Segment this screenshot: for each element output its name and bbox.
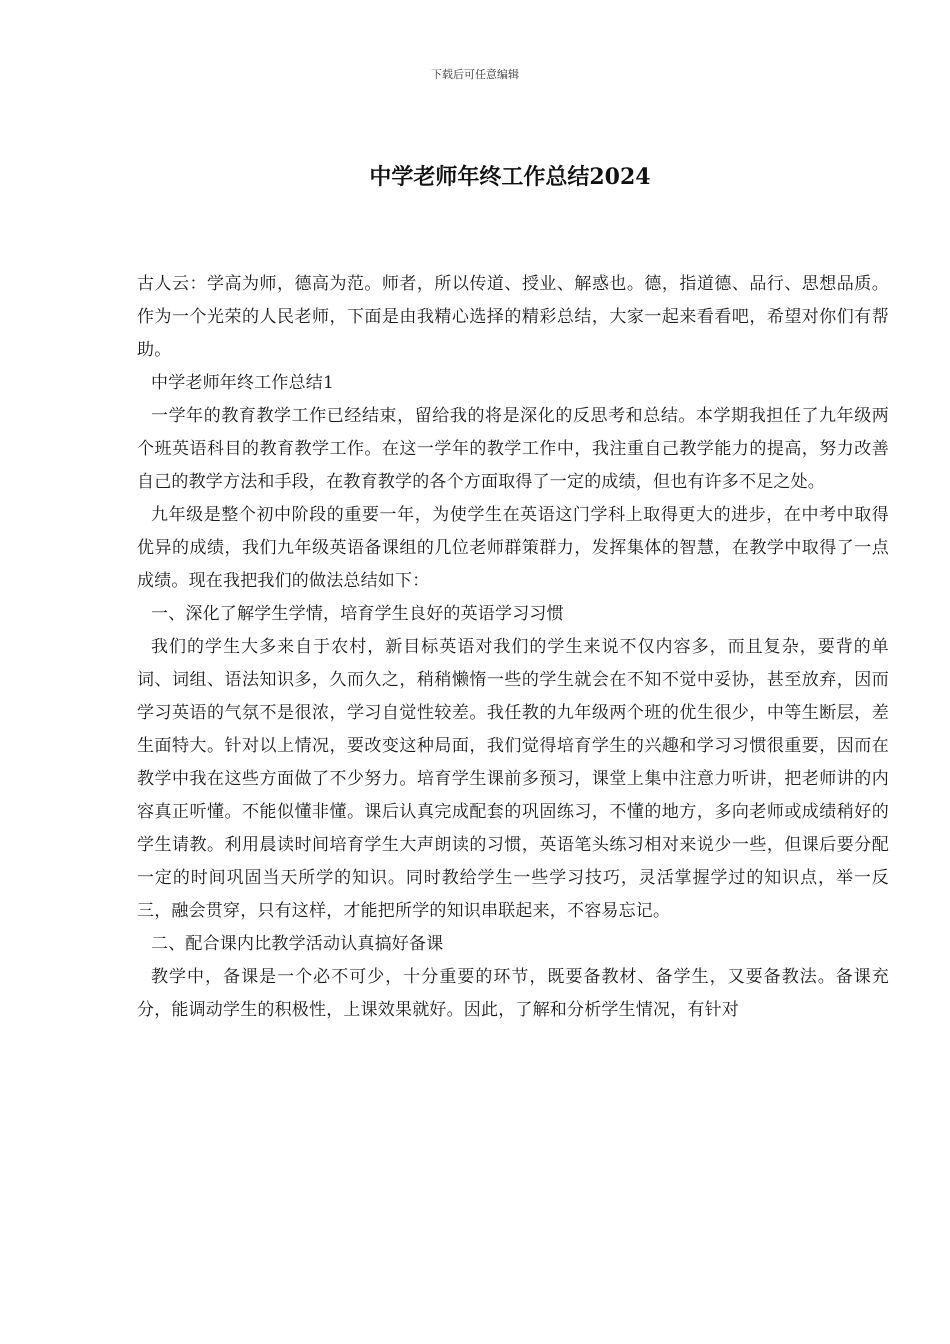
document-body: [137, 268, 889, 1027]
section-heading: 中学老师年终工作总结1: [151, 373, 335, 393]
section-heading: 一、深化了解学生学情，培育学生良好的英语学习习惯: [151, 604, 564, 624]
header-note: 下载后可任意编辑: [431, 68, 519, 81]
paragraph: 教学中，备课是一个必不可少，十分重要的环节，既要备教材、备学生，又要备教法。备课充分，能调动学生的积极性，上课效果就好。因此，了解和分析学生情况，有针对: [137, 967, 889, 1020]
paragraph: 古人云：学高为师，德高为范。师者，所以传道、授业、解惑也。德，指道德、品行、思想品质。作为一个光荣的人民老师，下面是由我精心选择的精彩总结，大家一起来看看吧，希望对你们有帮助。: [137, 274, 889, 360]
paragraph: 一学年的教育教学工作已经结束，留给我的将是深化的反思考和总结。本学期我担任了九年级两个班英语科目的教育教学工作。在这一学年的教学工作中，我注重自己教学能力的提高，努力改善自己的教学方法和手段，在教育教学的各个方面取得了一定的成绩，但也有许多不足之处。: [137, 406, 889, 492]
paragraph: 我们的学生大多来自于农村，新目标英语对我们的学生来说不仅内容多，而且复杂，要背的单词、词组、语法知识多，久而久之，稍稍懒惰一些的学生就会在不知不觉中妥协，甚至放弃，因而学习英语的气氛不是很浓，学习自觉性较差。我任教的九年级两个班的优生很少，中等生断层，差生面特大。针对以上情况，要改变这种局面，我们觉得培育学生的兴趣和学习习惯很重要，因而在教学中我在这些方面做了不少努力。培育学生课前多预习，课堂上集中注意力听讲，把老师讲的内容真正听懂。不能似懂非懂。课后认真完成配套的巩固练习，不懂的地方，多向老师或成绩稍好的学生请教。利用晨读时间培育学生大声朗读的习惯，英语笔头练习相对来说少一些，但课后要分配一定的时间巩固当天所学的知识。同时教给学生一些学习技巧，灵活掌握学过的知识点，举一反三，融会贯穿，只有这样，才能把所学的知识串联起来，不容易忘记。: [137, 637, 889, 921]
paragraph: 九年级是整个初中阶段的重要一年，为使学生在英语这门学科上取得更大的进步，在中考中取得优异的成绩，我们九年级英语备课组的几位老师群策群力，发挥集体的智慧，在教学中取得了一点成绩。现在我把我们的做法总结如下：: [137, 505, 889, 591]
document-title: 中学老师年终工作总结2024: [369, 164, 651, 190]
section-heading: 二、配合课内比教学活动认真搞好备课: [151, 934, 444, 954]
